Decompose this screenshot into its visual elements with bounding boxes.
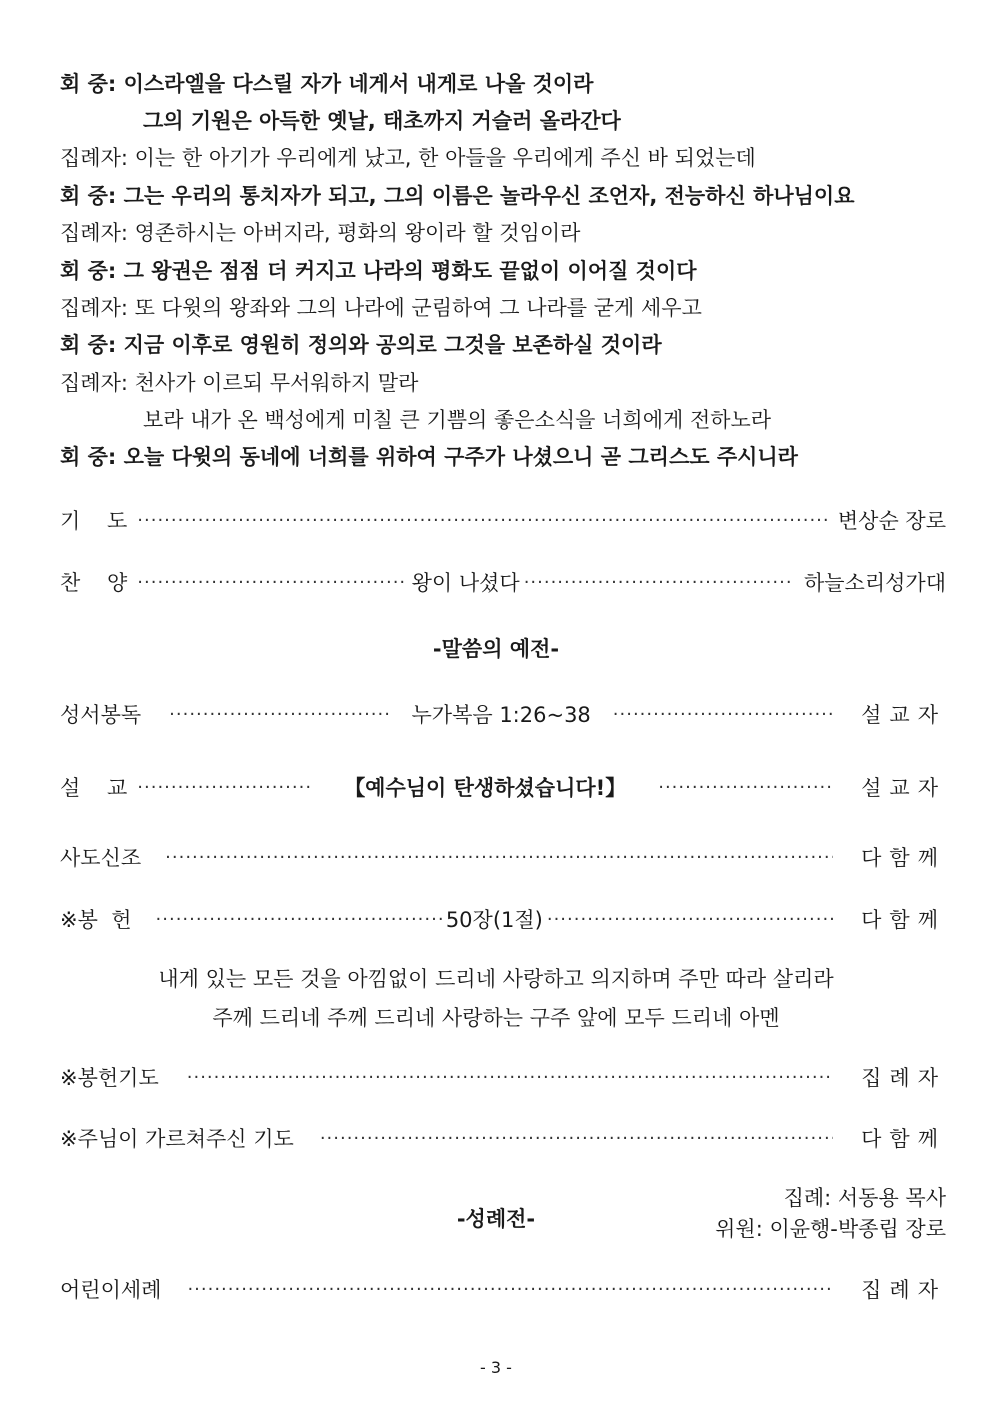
litany-line-8 bbox=[60, 330, 662, 360]
order-label: 설 교 bbox=[60, 776, 128, 800]
litany-text: 그의 기원은 아득한 옛날, 태초까지 거슬러 올라간다 bbox=[143, 109, 621, 133]
speaker-officiant: 집례자: bbox=[60, 146, 128, 170]
order-leader: 변상순 장로 bbox=[837, 509, 946, 533]
order-leader: 다함께 bbox=[861, 908, 946, 932]
leader-dots bbox=[169, 704, 389, 725]
litany-line-9 bbox=[60, 368, 418, 398]
litany-line-5 bbox=[60, 218, 580, 248]
hymn-lyric-line: 주께 드리네 주께 드리네 사랑하는 구주 앞에 모두 드리네 아멘 bbox=[212, 1006, 780, 1030]
leader-dots bbox=[547, 909, 833, 930]
order-label: ※봉 헌 bbox=[60, 908, 132, 932]
order-sermon bbox=[60, 770, 946, 804]
litany-text: 이는 한 아기가 우리에게 났고, 한 아들을 우리에게 주신 바 되었는데 bbox=[134, 146, 756, 170]
sermon-title: 【예수님이 탄생하셨습니다!】 bbox=[344, 776, 627, 800]
order-prayer bbox=[60, 503, 946, 537]
litany-text: 그는 우리의 통치자가 되고, 그의 이름은 놀라우신 조언자, 전능하신 하나님이요 bbox=[123, 184, 855, 208]
order-reading bbox=[60, 697, 946, 731]
order-baptism bbox=[60, 1272, 946, 1306]
leader-dots bbox=[524, 572, 794, 593]
order-leader: 다함께 bbox=[861, 1127, 946, 1151]
order-lords-prayer bbox=[60, 1121, 946, 1155]
order-offering bbox=[60, 902, 946, 936]
order-label: 찬 양 bbox=[60, 571, 128, 595]
litany-text: 지금 이후로 영원히 정의와 공의로 그것을 보존하실 것이라 bbox=[123, 333, 662, 357]
litany-text: 보라 내가 온 백성에게 미칠 큰 기쁨의 좋은소식을 너희에게 전하노라 bbox=[143, 408, 772, 432]
order-label: 사도신조 bbox=[60, 846, 142, 870]
speaker-congregation: 회 중: bbox=[60, 72, 117, 96]
leader-dots bbox=[613, 704, 833, 725]
order-label: ※주님이 가르쳐주신 기도 bbox=[60, 1127, 294, 1151]
order-leader: 다함께 bbox=[861, 846, 946, 870]
litany-line-7 bbox=[60, 293, 702, 323]
litany-line-6 bbox=[60, 256, 697, 286]
litany-text: 천사가 이르되 무서워하지 말라 bbox=[134, 371, 419, 395]
order-label: ※봉헌기도 bbox=[60, 1066, 159, 1090]
anthem-title: 왕이 나셨다 bbox=[411, 571, 520, 595]
section-heading-word: -말씀의 예전- bbox=[432, 637, 560, 661]
leader-dots bbox=[137, 572, 407, 593]
leader-dots bbox=[137, 777, 312, 798]
leader-dots bbox=[165, 847, 833, 868]
speaker-congregation: 회 중: bbox=[60, 259, 117, 283]
order-leader: 설교자 bbox=[861, 703, 946, 727]
order-leader: 하늘소리성가대 bbox=[803, 571, 946, 595]
litany-text: 오늘 다윗의 동네에 너희를 위하여 구주가 나셨으니 곧 그리스도 주시니라 bbox=[123, 445, 798, 469]
litany-line-2 bbox=[143, 106, 621, 136]
scripture-reference: 누가복음 1:26~38 bbox=[411, 703, 591, 727]
order-creed bbox=[60, 840, 946, 874]
litany-line-4 bbox=[60, 181, 855, 211]
order-anthem bbox=[60, 565, 946, 599]
order-label: 어린이세례 bbox=[60, 1278, 162, 1302]
order-leader: 집례자 bbox=[861, 1278, 946, 1302]
leader-dots bbox=[156, 909, 442, 930]
litany-text: 이스라엘을 다스릴 자가 네게서 내게로 나올 것이라 bbox=[123, 72, 594, 96]
speaker-officiant: 집례자: bbox=[60, 296, 128, 320]
section-heading-sacrament: -성례전- bbox=[456, 1207, 536, 1231]
litany-text: 또 다윗의 왕좌와 그의 나라에 군림하여 그 나라를 굳게 세우고 bbox=[134, 296, 702, 320]
leader-dots bbox=[320, 1128, 833, 1149]
litany-line-3 bbox=[60, 143, 756, 173]
order-label: 기 도 bbox=[60, 509, 128, 533]
hymn-lyric-line: 내게 있는 모든 것을 아낌없이 드리네 사랑하고 의지하며 주만 따라 살리라 bbox=[158, 967, 834, 991]
leader-dots bbox=[187, 1279, 833, 1300]
speaker-officiant: 집례자: bbox=[60, 221, 128, 245]
sacrament-committee: 위원: 이윤행-박종립 장로 bbox=[715, 1217, 946, 1241]
leader-dots bbox=[658, 777, 833, 798]
litany-line-11 bbox=[60, 442, 798, 472]
order-label: 성서봉독 bbox=[60, 703, 142, 727]
litany-text: 그 왕권은 점점 더 커지고 나라의 평화도 끝없이 이어질 것이다 bbox=[123, 259, 697, 283]
litany-line-1 bbox=[60, 69, 593, 99]
litany-text: 영존하시는 아버지라, 평화의 왕이라 할 것임이라 bbox=[134, 221, 581, 245]
order-offering-prayer bbox=[60, 1060, 946, 1094]
speaker-congregation: 회 중: bbox=[60, 445, 117, 469]
sacrament-officiant: 집례: 서동용 목사 bbox=[783, 1186, 946, 1210]
order-leader: 집례자 bbox=[861, 1066, 946, 1090]
litany-line-10 bbox=[143, 405, 771, 435]
speaker-congregation: 회 중: bbox=[60, 333, 117, 357]
page-number: - 3 - bbox=[480, 1358, 512, 1377]
order-leader: 설교자 bbox=[861, 776, 946, 800]
leader-dots bbox=[187, 1067, 833, 1088]
speaker-officiant: 집례자: bbox=[60, 371, 128, 395]
leader-dots bbox=[137, 510, 828, 531]
hymn-number: 50장(1절) bbox=[445, 908, 543, 932]
speaker-congregation: 회 중: bbox=[60, 184, 117, 208]
